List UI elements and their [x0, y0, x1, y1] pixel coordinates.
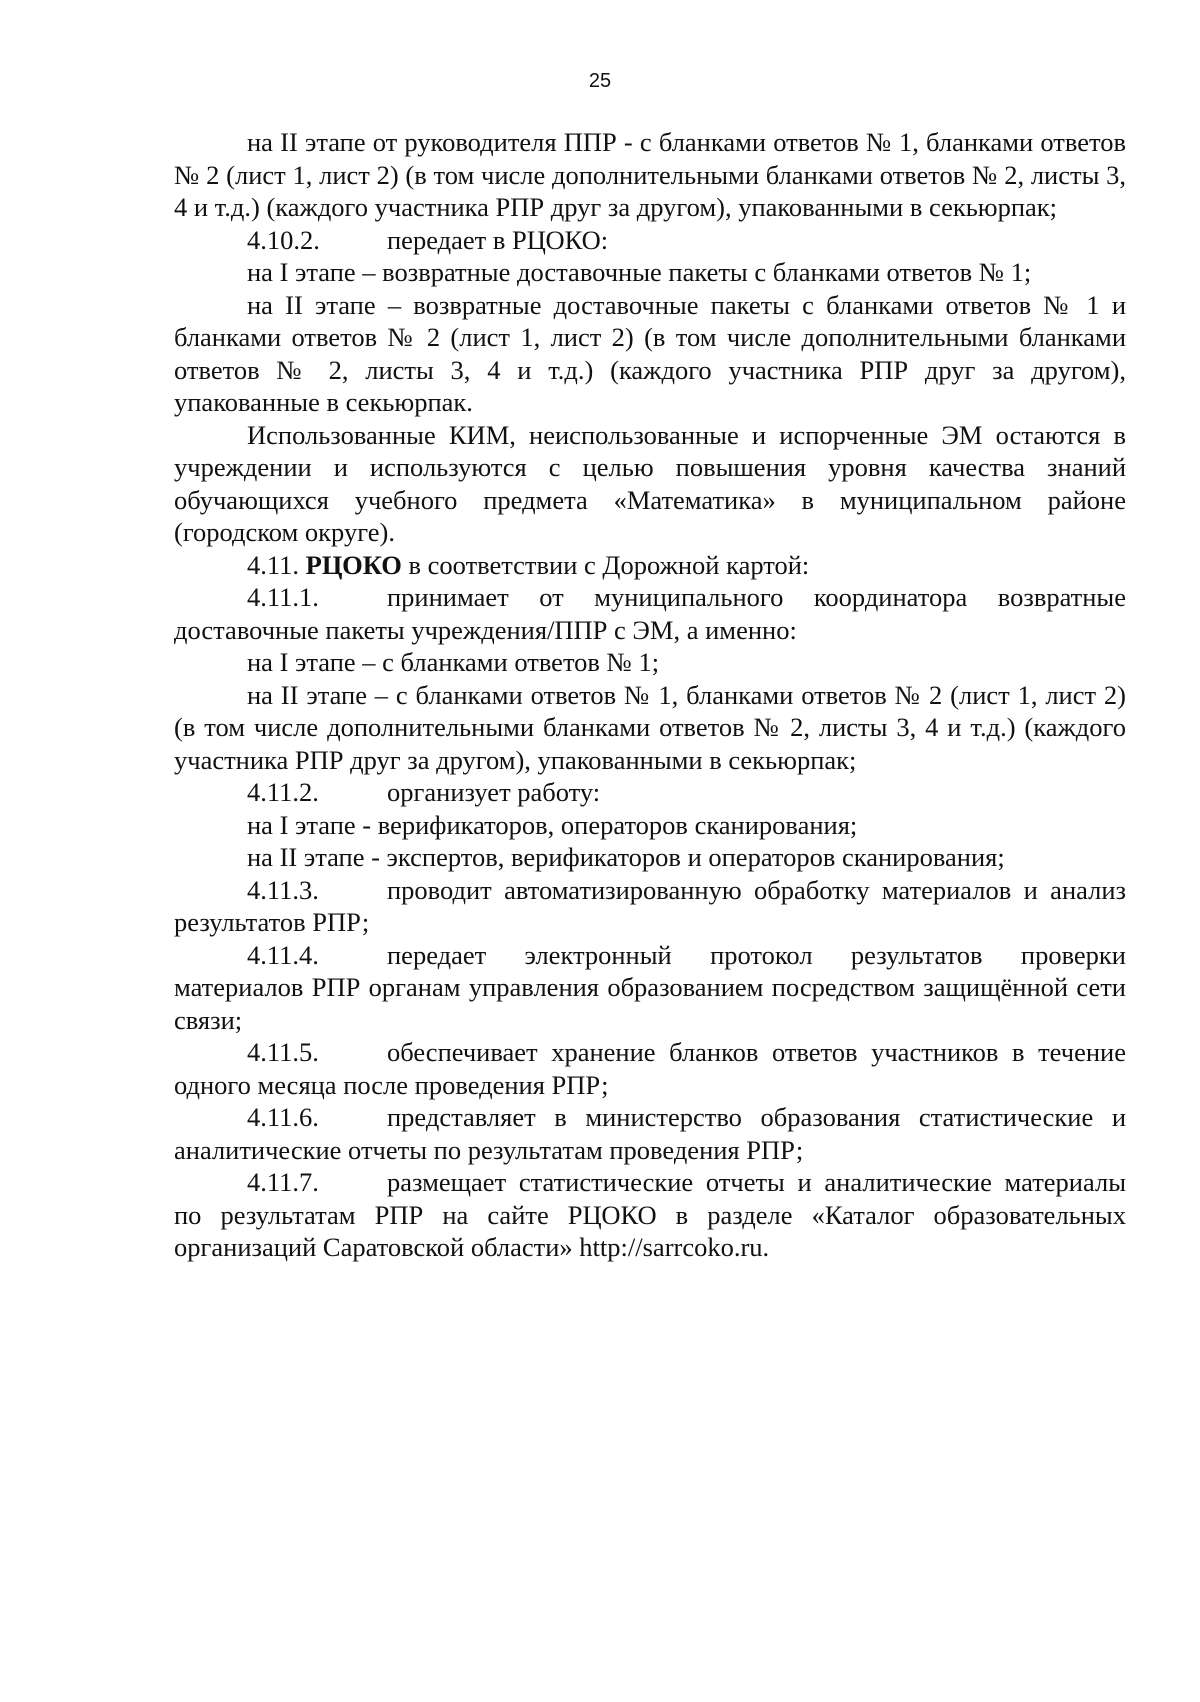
clause-number: 4.11.7. [247, 1167, 319, 1197]
section-number: 4.11. [247, 549, 300, 580]
page-number: 25 [588, 70, 612, 92]
paragraph [174, 256, 1126, 289]
clause-number: 4.10.2. [247, 224, 320, 255]
clause-number: 4.11.5. [247, 1037, 319, 1067]
clause-4-11-2 [174, 776, 1126, 809]
clause-number: 4.11.6. [247, 1102, 319, 1132]
clause-number: 4.11.2. [247, 777, 319, 807]
clause-4-11-4 [174, 939, 1126, 1037]
section-4-11-heading [174, 549, 1126, 582]
clause-4-11-7 [174, 1166, 1126, 1264]
paragraph-text: на II этапе от руководителя ППР - с бланками ответов № 1, бланками ответов № 2 (лист 1, лист 2) (в том числе дополнительными бланками ответов № 2, листы 3, 4 и т.д.) (каждого участника РПР друг за другом), упакованными в секьюрпак; [174, 127, 1126, 222]
clause-4-11-3 [174, 874, 1126, 939]
clause-4-10-2 [174, 224, 1126, 257]
clause-text: передает электронный протокол результатов проверки материалов РПР органам управления образованием посредством защищённой сети связи; [174, 939, 1126, 1035]
paragraph [174, 809, 1126, 842]
document-body [174, 126, 1126, 1264]
paragraph-text: на I этапе – возвратные доставочные пакеты с бланками ответов № 1; [247, 257, 1032, 287]
clause-number: 4.11.1. [247, 582, 319, 612]
clause-4-11-1 [174, 581, 1126, 646]
clause-text: передает в РЦОКО: [387, 224, 609, 255]
clause-text: принимает от муниципального координатора возвратные доставочные пакеты учреждения/ППР с ЭМ, а именно: [174, 582, 1126, 645]
section-text: в соответствии с Дорожной картой: [408, 549, 810, 580]
clause-text: размещает статистические отчеты и аналитические материалы по результатам РПР на сайте РЦОКО в разделе «Каталог образовательных организаций Саратовской области» http://sarrcoko.ru. [174, 1167, 1126, 1262]
clause-number: 4.11.4. [247, 939, 319, 970]
clause-text: представляет в министерство образования статистические и аналитические отчеты по результатам проведения РПР; [174, 1102, 1126, 1165]
clause-text: проводит автоматизированную обработку материалов и анализ результатов РПР; [174, 874, 1126, 937]
paragraph [174, 289, 1126, 419]
paragraph-text: на II этапе - экспертов, верификаторов и операторов сканирования; [247, 842, 1005, 872]
clause-text: организует работу: [387, 777, 601, 807]
paragraph [174, 646, 1126, 679]
paragraph-text: Использованные КИМ, неиспользованные и испорченные ЭМ остаются в учреждении и используются с целью повышения уровня качества знаний обучающихся учебного предмета «Математика» в муниципальном районе (городском округе). [174, 419, 1126, 547]
paragraph-text: на I этапе – с бланками ответов № 1; [247, 647, 660, 677]
paragraph-text: на I этапе - верификаторов, операторов сканирования; [247, 809, 858, 840]
clause-4-11-5 [174, 1036, 1126, 1101]
paragraph [174, 841, 1126, 874]
paragraph-text: на II этапе – с бланками ответов № 1, бланками ответов № 2 (лист 1, лист 2) (в том числе дополнительными бланками ответов № 2, листы 3, 4 и т.д.) (каждого участника РПР друг за другом), упакованными в секьюрпак; [174, 679, 1126, 775]
paragraph [174, 126, 1126, 224]
paragraph [174, 419, 1126, 549]
clause-number: 4.11.3. [247, 874, 319, 905]
clause-text: обеспечивает хранение бланков ответов участников в течение одного месяца после проведения РПР; [174, 1037, 1126, 1100]
paragraph [174, 679, 1126, 777]
section-subject: РЦОКО [305, 549, 402, 580]
clause-4-11-6 [174, 1101, 1126, 1166]
paragraph-text: на II этапе – возвратные доставочные пакеты с бланками ответов № 1 и бланками ответов № 2 (лист 1, лист 2) (в том числе дополнительными бланками ответов № 2, листы 3, 4 и т.д.) (каждого участника РПР друг за другом), упакованные в секьюрпак. [174, 289, 1126, 417]
